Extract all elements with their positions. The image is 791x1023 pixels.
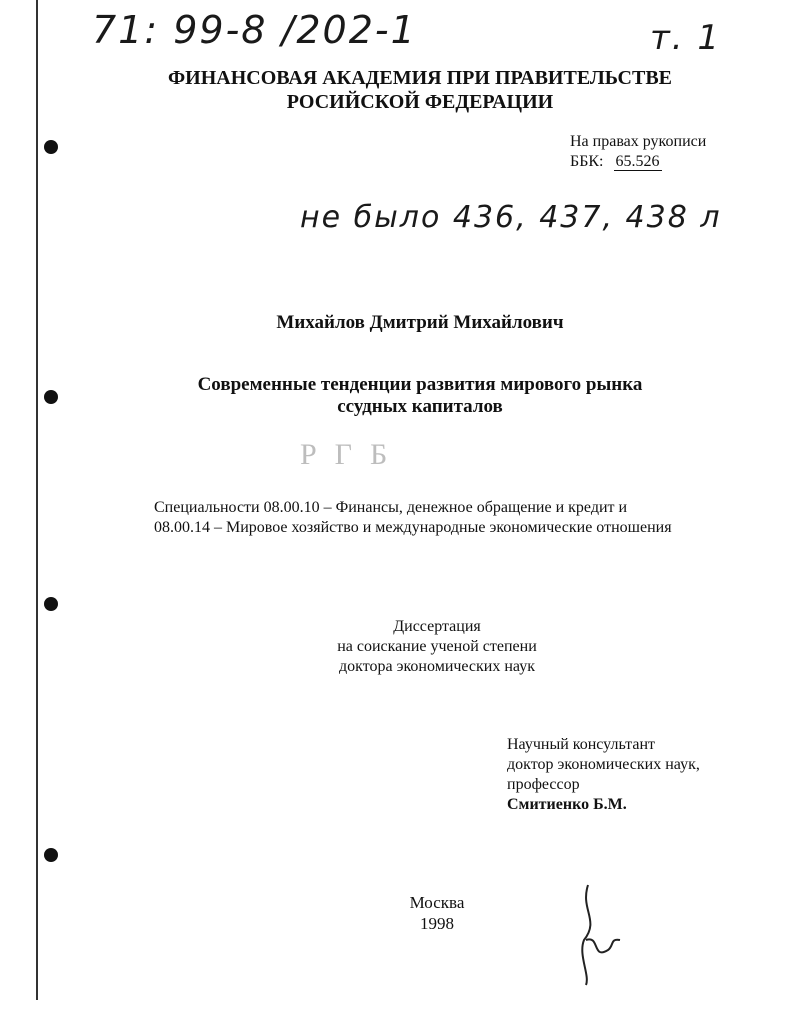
title-line-1: Современные тенденции развития мирового рынка — [197, 374, 643, 395]
punch-hole — [44, 597, 58, 611]
institution-heading — [140, 66, 700, 114]
advisor-line-1: Научный консультант — [507, 736, 655, 753]
thesis-block — [237, 617, 637, 677]
signature-scribble — [570, 880, 630, 990]
footer-block — [337, 892, 537, 934]
punch-hole — [44, 140, 58, 154]
institution-line-1: ФИНАНСОВАЯ АКАДЕМИЯ ПРИ ПРАВИТЕЛЬСТВЕ — [167, 67, 672, 89]
author-name: Михайлов Дмитрий Михайлович — [276, 312, 564, 333]
advisor-block — [507, 735, 700, 815]
rights-label: На правах рукописи — [570, 133, 707, 150]
specialty-line-2: 08.00.14 – Мировое хозяйство и международные экономические отношения — [154, 519, 672, 536]
dissertation-title — [140, 374, 700, 418]
footer-year: 1998 — [420, 914, 454, 933]
advisor-line-3: профессор — [507, 776, 580, 793]
library-stamp: РГБ — [300, 438, 406, 471]
handwritten-volume: т. 1 — [650, 18, 722, 58]
footer-city: Москва — [409, 893, 465, 912]
specialty-line-1: Специальности 08.00.10 – Финансы, денежное обращение и кредит и — [154, 499, 628, 516]
thesis-line-2: на соискание ученой степени — [337, 638, 537, 655]
punch-hole — [44, 390, 58, 404]
handwritten-missing-pages-note: не было 436, 437, 438 л — [300, 200, 722, 235]
rights-block — [570, 132, 706, 172]
thesis-line-3: доктора экономических наук — [339, 658, 535, 675]
title-line-2: ссудных капиталов — [337, 396, 503, 417]
advisor-line-2: доктор экономических наук, — [507, 756, 700, 773]
bbk-line — [570, 152, 706, 172]
institution-line-2: РОСИЙСКОЙ ФЕДЕРАЦИИ — [286, 91, 554, 113]
binding-edge-line — [36, 0, 38, 1000]
bbk-value: 65.526 — [615, 153, 660, 170]
bbk-label: ББК: — [570, 153, 604, 170]
handwritten-shelfmark: 71: 99-8 /202-1 — [92, 8, 417, 52]
thesis-line-1: Диссертация — [393, 618, 481, 635]
punch-hole — [44, 848, 58, 862]
specialty-block — [154, 498, 672, 538]
advisor-name: Смитиенко Б.М. — [507, 796, 627, 813]
